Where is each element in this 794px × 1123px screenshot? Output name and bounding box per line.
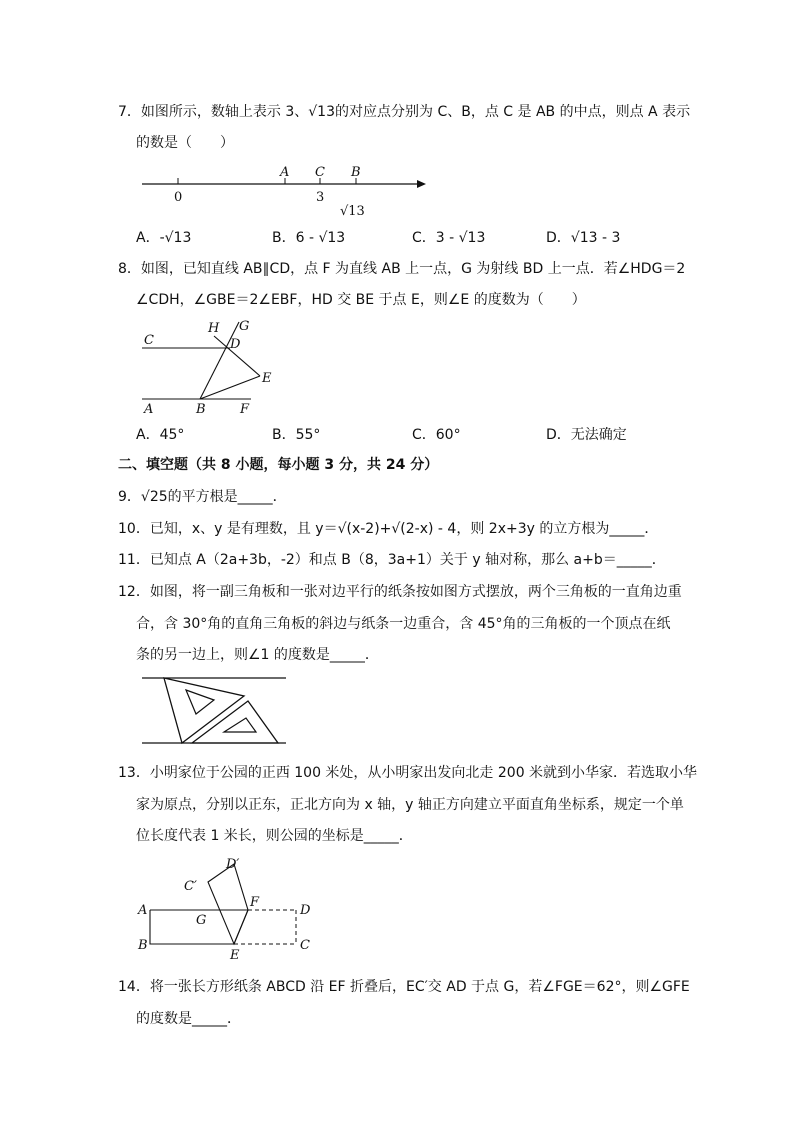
q7-tick-3: 3 [316,190,325,205]
q8-line2: ∠CDH，∠GBE＝2∠EBF，HD 交 BE 于点 E，则∠E 的度数为（ ） [136,292,586,308]
q14-label-e: E [230,948,240,963]
q7-label-c: C [315,165,325,180]
q7-label-a: A [280,165,290,180]
q14-label-c-prime: C′ [184,879,197,894]
q9-line: 9．√25的平方根是_____． [118,489,287,505]
q8-label-a: A [144,402,154,417]
q7-tick-0: 0 [174,190,183,205]
q14-label-f: F [250,895,260,910]
q13-line2: 家为原点，分别以正东，正北方向为 x 轴，y 轴正方向建立平面直角坐标系，规定一个单 [136,797,684,813]
q13-line3: 位长度代表 1 米长，则公园的坐标是_____． [136,828,413,844]
q7-tick-sqrt13: √13 [340,204,365,219]
q14-label-c: C [300,938,310,953]
q14-label-a: A [138,903,148,918]
q8-option-a: A．45° [136,427,185,443]
q8-option-c: C．60° [412,427,461,443]
q8-label-g: G [239,319,250,334]
q14-folded-strip-figure [136,852,326,964]
q14-line1: 14．将一张长方形纸条 ABCD 沿 EF 折叠后，EC′交 AD 于点 G，若∠FGE＝62°，则∠GFE [118,979,690,995]
q7-option-a: A．-√13 [136,230,192,246]
q7-label-b: B [351,165,361,180]
q11-line: 11．已知点 A（2a+3b，-2）和点 B（8，3a+1）关于 y 轴对称，那么 a+b＝_____． [118,552,666,568]
q7-number-line-figure [136,160,436,220]
q13-line1: 13．小明家位于公园的正西 100 米处，从小明家出发向北走 200 米就到小华家．若选取小华 [118,765,698,781]
q7-line1: 7．如图所示，数轴上表示 3、√13的对应点分别为 C、B，点 C 是 AB 的中点，则点 A 表示 [118,104,691,120]
q8-geometry-figure [136,316,296,418]
q7-option-b: B．6 - √13 [272,230,346,246]
q8-option-d: D．无法确定 [546,427,627,443]
q10-line: 10．已知，x、y 是有理数，且 y＝√(x-2)+√(2-x) - 4，则 2x+3y 的立方根为_____． [118,521,659,537]
q7-option-c: C．3 - √13 [412,230,486,246]
q8-label-e: E [262,371,272,386]
q8-line1: 8．如图，已知直线 AB∥CD，点 F 为直线 AB 上一点，G 为射线 BD 上一点．若∠HDG＝2 [118,261,686,277]
q12-line2: 合，含 30°角的直角三角板的斜边与纸条一边重合，含 45°角的三角板的一个顶点在纸 [136,616,671,632]
q8-label-h: H [208,321,220,336]
q14-label-b: B [138,938,148,953]
q12-triangles-figure [136,672,296,748]
q7-option-d: D．√13 - 3 [546,230,621,246]
q12-line3: 条的另一边上，则∠1 的度数是_____． [136,647,379,663]
q8-option-b: B．55° [272,427,321,443]
q8-label-b: B [196,402,206,417]
q14-line2: 的度数是_____． [136,1011,241,1027]
q8-label-f: F [240,402,250,417]
q12-line1: 12．如图，将一副三角板和一张对边平行的纸条按如图方式摆放，两个三角板的一直角边重 [118,584,682,600]
q8-label-c: C [144,333,154,348]
q8-label-d: D [230,337,241,352]
q14-label-g: G [196,913,207,928]
q14-label-d: D [300,903,311,918]
q7-line2: 的数是（ ） [136,135,234,151]
q14-label-d-prime: D′ [226,857,240,872]
section-2-heading: 二、填空题（共 8 小题，每小题 3 分，共 24 分） [118,457,439,473]
